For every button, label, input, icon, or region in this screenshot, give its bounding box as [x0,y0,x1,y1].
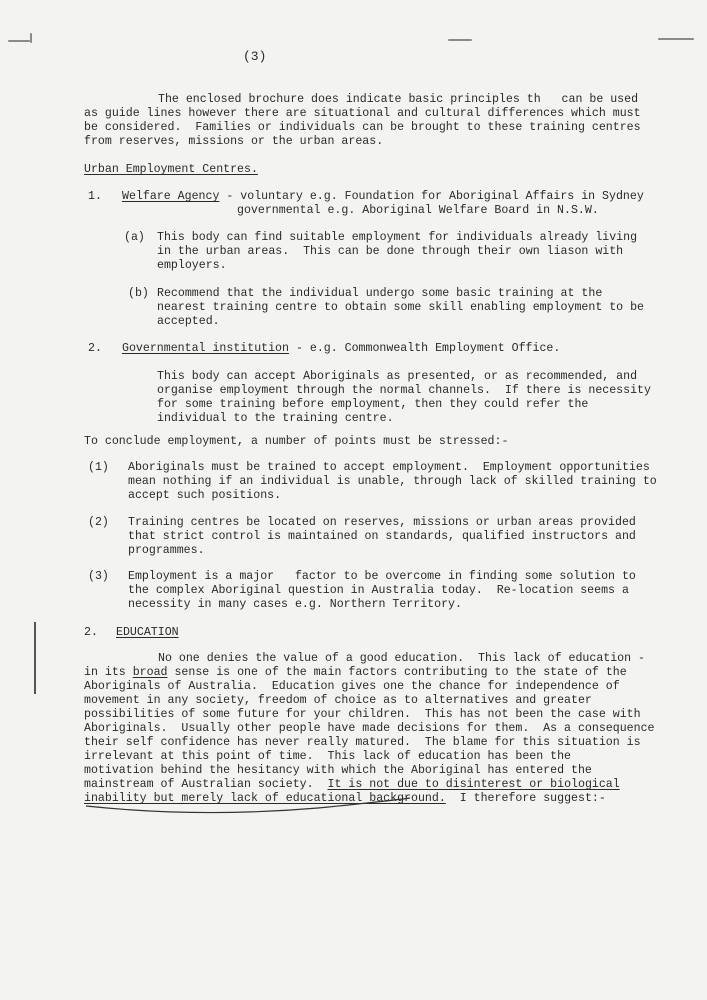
education-line: Aboriginals. Usually other people have made decisions for them. As a consequence [84,722,655,735]
item1-line1 [122,190,644,204]
subitem-line: nearest training centre to obtain some skill enabling employment to be [157,301,645,314]
subitem-label: (b) [128,287,149,300]
item1-title: Welfare Agency [122,190,220,203]
education-line: Aboriginals of Australia. Education gives one the chance for independence of [84,680,620,693]
education-heading: EDUCATION [116,626,179,639]
point-line: necessity in many cases e.g. Northern Territory. [128,598,462,611]
point-label: (2) [88,516,109,529]
underlined-word: broad [132,666,168,679]
subitem-line: Recommend that the individual undergo some basic training at the [157,287,603,300]
education-line [84,778,620,792]
conclude-line: To conclude employment, a number of points must be stressed:- [84,435,509,448]
point-line: Training centres be located on reserves, missions or urban areas provided [128,516,636,529]
education-line: their self confidence has never really matured. The blame for this situation is [84,736,641,749]
point-label: (3) [88,570,109,583]
subitem-line: accepted. [157,315,220,328]
text-run: in its [84,666,133,679]
education-line: No one denies the value of a good education. This lack of education - [158,652,646,665]
item-number: 2. [88,342,102,355]
item2-line: organise employment through the normal channels. If there is necessity [157,384,651,397]
subitem-line: This body can find suitable employment for individuals already living [157,231,638,244]
item2-line1 [122,342,560,356]
subitem-line: in the urban areas. This can be done through their own liason with [157,245,624,258]
intro-line: The enclosed brochure does indicate basic principles th can be used [158,93,639,106]
text-run: sense is one of the main factors contributing to the state of the [167,666,627,679]
section-number: 2. [84,626,98,639]
education-line: irrelevant at this point of time. This lack of education has been the [84,750,572,763]
intro-line: as guide lines however there are situational and cultural differences which must [84,107,641,120]
item2-line1-rest: - e.g. Commonwealth Employment Office. [288,342,561,355]
item-number: 1. [88,190,102,203]
margin-pen-mark [34,622,36,694]
page-number: (3) [243,49,267,64]
scan-mark [448,39,472,41]
text-run: I therefore suggest:- [445,792,606,805]
point-line: mean nothing if an individual is unable, through lack of skilled training to [128,475,657,488]
subitem-label: (a) [124,231,145,244]
point-line: programmes. [128,544,205,557]
point-line: the complex Aboriginal question in Australia today. Re-location seems a [128,584,629,597]
item1-line1-rest: - voluntary e.g. Foundation for Aboriginal Affairs in Sydney [219,190,644,203]
intro-line: be considered. Families or individuals can be brought to these training centres [84,121,641,134]
item2-line: This body can accept Aboriginals as presented, or as recommended, and [157,370,638,383]
urban-heading: Urban Employment Centres. [84,163,258,176]
underlined-text: inability but merely lack of educational background. [84,792,446,805]
education-line: motivation behind the hesitancy with which the Aboriginal has entered the [84,764,592,777]
point-line: Employment is a major factor to be overcome in finding some solution to [128,570,636,583]
point-line: that strict control is maintained on standards, qualified instructors and [128,530,636,543]
scan-mark [658,38,694,40]
item2-line: for some training before employment, then they could refer the [157,398,589,411]
education-line [84,792,606,806]
intro-line: from reserves, missions or the urban areas. [84,135,384,148]
scan-mark [30,33,32,43]
education-line: possibilities of some future for your children. This has not been the case with [84,708,641,721]
point-line: Aboriginals must be trained to accept employment. Employment opportunities [128,461,650,474]
underlined-text: It is not due to disinterest or biological [327,778,620,791]
point-label: (1) [88,461,109,474]
scan-mark [8,40,30,42]
education-line: movement in any society, freedom of choice as to alternatives and greater [84,694,592,707]
item2-title: Governmental institution [122,342,289,355]
education-line [84,666,627,680]
item1-line2: governmental e.g. Aboriginal Welfare Board in N.S.W. [237,204,599,217]
subitem-line: employers. [157,259,227,272]
point-line: accept such positions. [128,489,282,502]
text-run: mainstream of Australian society. [84,778,328,791]
item2-line: individual to the training centre. [157,412,394,425]
